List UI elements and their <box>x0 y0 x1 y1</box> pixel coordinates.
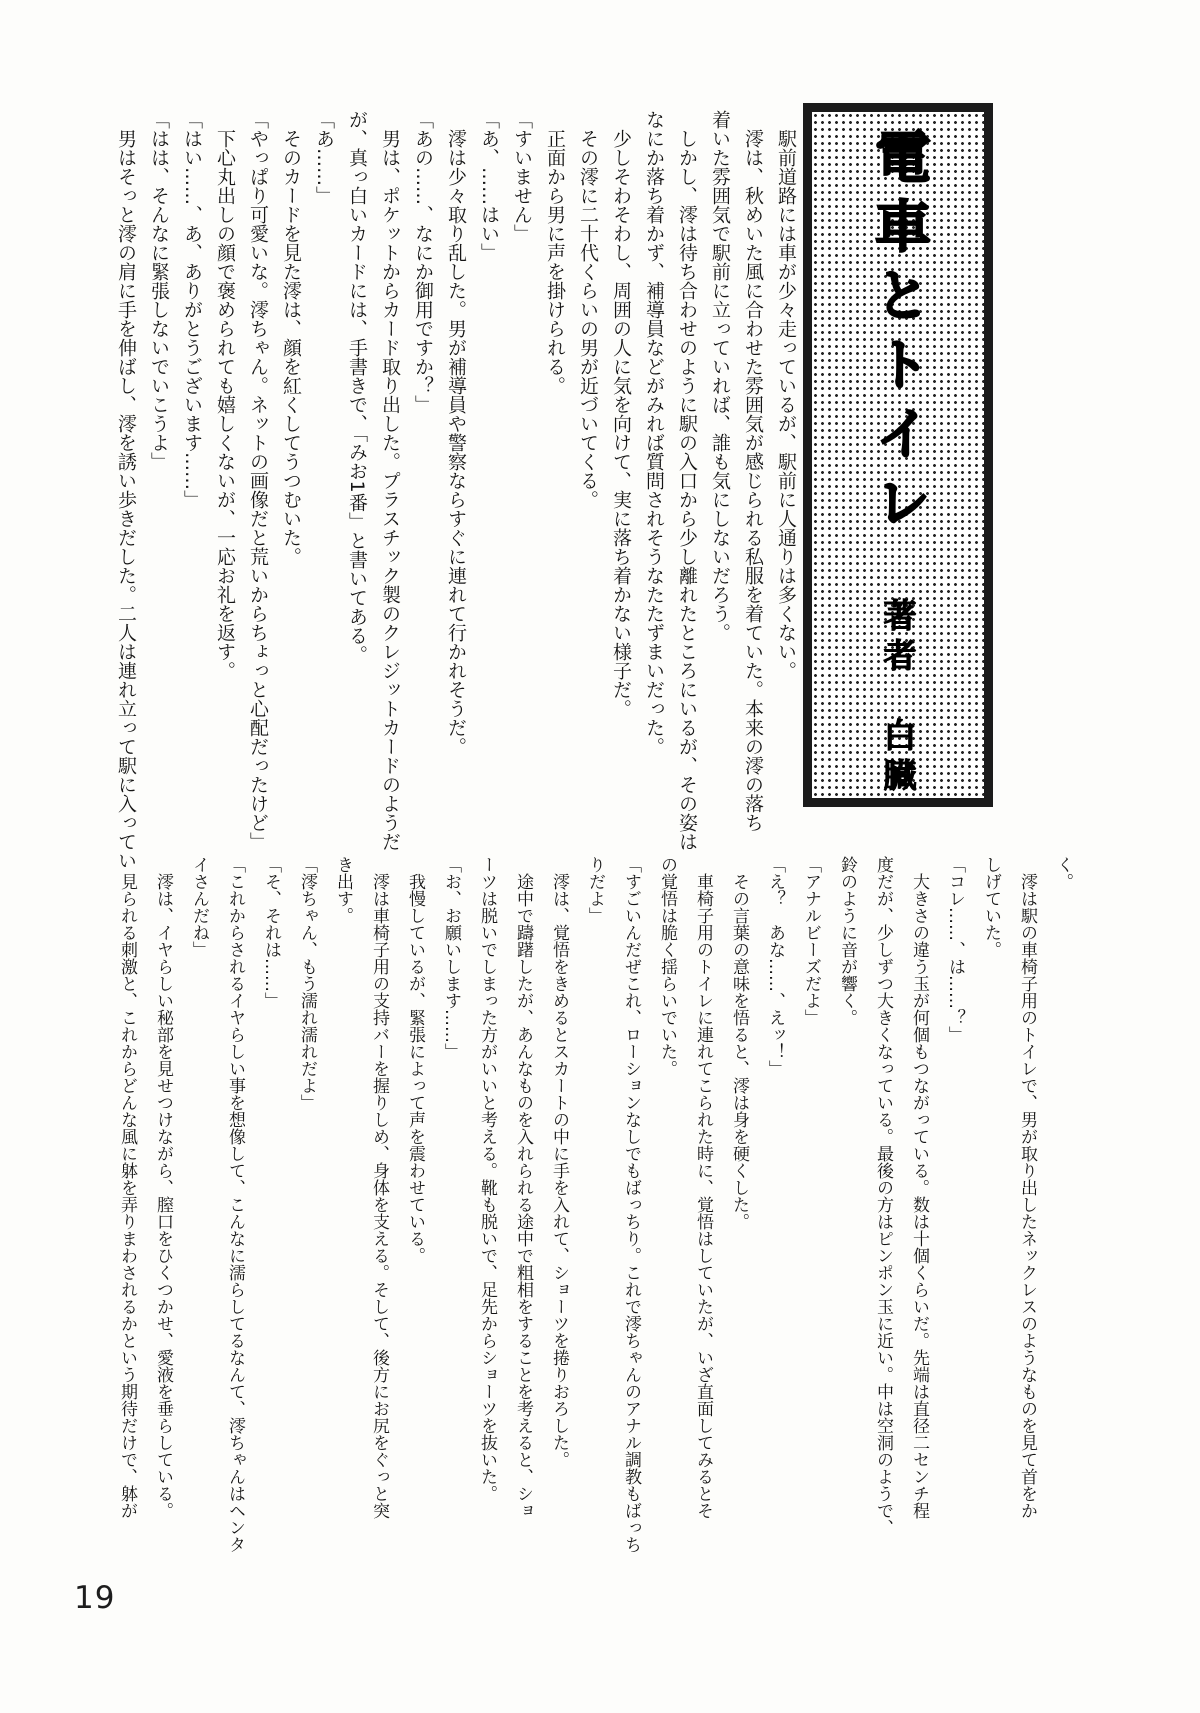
top-text-block <box>100 110 802 892</box>
text-line: 着いた雰囲気で駅前に立っていれば、誰も気にしないだろう。 <box>709 110 731 642</box>
text-line: 下心丸出しの顔で褒められても嬉しくないが、一応お礼を返す。 <box>214 110 236 680</box>
text-line: 「あ……」 <box>313 110 335 205</box>
text-line: 「すごいんだぜこれ、ローションなしでもばっちり。これで澪ちゃんのアナル調教もばっち <box>621 856 641 1553</box>
page-number: 19 <box>74 1580 116 1616</box>
text-line: 途中で躊躇したが、あんなものを入れられる途中で粗相をすることを考えると、ショ <box>513 856 533 1519</box>
text-line: 「やっぱり可愛いな。澪ちゃん。ネットの画像だと荒いからちょっと心配だったけど」 <box>247 110 269 851</box>
text-line: 「はい……、あ、ありがとうございます……」 <box>181 110 203 509</box>
text-line: 澪は少々取り乱した。男が補導員や警察ならすぐに連れて行かれそうだ。 <box>445 110 467 756</box>
text-line: 「コレ……、は……？」 <box>945 856 965 1043</box>
text-line: 「あ、……はい」 <box>478 110 500 262</box>
text-line: 男はそっと澪の肩に手を伸ばし、澪を誘い歩きだした。二人は連れ立って駅に入ってい <box>115 110 137 870</box>
text-line: 度だが、少しずつ大きくなっている。最後の方はピンポン玉に近い。中は空洞のようで、 <box>873 856 893 1536</box>
title-box <box>803 103 993 807</box>
text-line: 「お、お願いします……」 <box>441 856 461 1060</box>
text-line: 「アナルビーズだよ」 <box>801 856 821 1026</box>
bottom-text-block <box>95 856 1081 1570</box>
story-title: 電車とトイレ <box>866 128 931 542</box>
text-line: 「これからされるイヤらしい事を想像して、こんなに濡らしてるなんて、澪ちゃんはヘンタ <box>225 856 245 1553</box>
text-line: その澪に二十代くらいの男が近づいてくる。 <box>577 110 599 509</box>
text-line: 鈴のように音が響く。 <box>837 856 857 1026</box>
text-line: なにか落ち着かず、補導員などがみれば質問されそうなたたずまいだった。 <box>643 110 665 756</box>
text-line: 澪は駅の車椅子用のトイレで、男が取り出したネックレスのようなものを見て首をか <box>1017 856 1037 1519</box>
text-line: 見られる刺激と、これからどんな風に躰を弄りまわされるかという期待だけで、躰が <box>117 856 137 1519</box>
text-line: その言葉の意味を悟ると、澪は身を硬くした。 <box>729 856 749 1230</box>
text-line: き出す。 <box>333 856 353 924</box>
text-line: 「はは、そんなに緊張しないでいこうよ」 <box>148 110 170 471</box>
text-line: が、真っ白いカードには、手書きで、「みお1番」と書いてある。 <box>346 110 368 664</box>
text-line: 「すいません」 <box>511 110 533 243</box>
text-line: く。 <box>1053 856 1073 890</box>
text-line: 「あの……、なにか御用ですか？」 <box>412 110 434 414</box>
text-line: イさんだね」 <box>189 856 209 958</box>
author-credit: 著者 白臓 <box>878 598 918 798</box>
text-line: 澪は、覚悟をきめるとスカートの中に手を入れて、ショーツを捲りおろした。 <box>549 856 569 1468</box>
text-line: 正面から男に声を掛けられる。 <box>544 110 566 395</box>
text-line: 少しそわそわし、周囲の人に気を向けて、実に落ち着かない様子だ。 <box>610 110 632 718</box>
text-line: しげていた。 <box>981 856 1001 958</box>
text-line: 我慢しているが、緊張によって声を震わせている。 <box>405 856 425 1264</box>
text-line: ーツは脱いでしまった方がいいと考える。靴も脱いで、足先からショーツを抜いた。 <box>477 856 497 1502</box>
text-line: そのカードを見た澪は、顔を紅くしてうつむいた。 <box>280 110 302 566</box>
text-line: 澪は、イヤらしい秘部を見せつけながら、膣口をひくつかせ、愛液を垂らしている。 <box>153 856 173 1519</box>
text-line: 「そ、それは……」 <box>261 856 281 1009</box>
text-line: 澪は、秋めいた風に合わせた雰囲気が感じられる私服を着ていた。本来の澪の落ち <box>742 110 764 832</box>
text-line: 男は、ポケットからカード取り出した。プラスチック製のクレジットカードのようだ <box>379 110 401 851</box>
text-line: 「え？ あな……、えッ！」 <box>765 856 785 1077</box>
text-line: 澪は車椅子用の支持バーを握りしめ、身体を支える。そして、後方にお尻をぐっと突 <box>369 856 389 1519</box>
text-line: 車椅子用のトイレに連れてこられた時に、覚悟はしていたが、いざ直面してみるとそ <box>693 856 713 1519</box>
text-line: 大きさの違う玉が何個もつながっている。数は十個くらいだ。先端は直径二センチ程 <box>909 856 929 1519</box>
text-line: 駅前道路には車が少々走っているが、駅前に人通りは多くない。 <box>775 110 797 680</box>
text-line: しかし、澪は待ち合わせのように駅の入口から少し離れたところにいるが、その姿は <box>676 110 698 851</box>
text-line: の覚悟は脆く揺らいでいた。 <box>657 856 677 1077</box>
text-line: りだよ」 <box>585 856 605 924</box>
text-line: 「澪ちゃん、もう濡れ濡れだよ」 <box>297 856 317 1111</box>
